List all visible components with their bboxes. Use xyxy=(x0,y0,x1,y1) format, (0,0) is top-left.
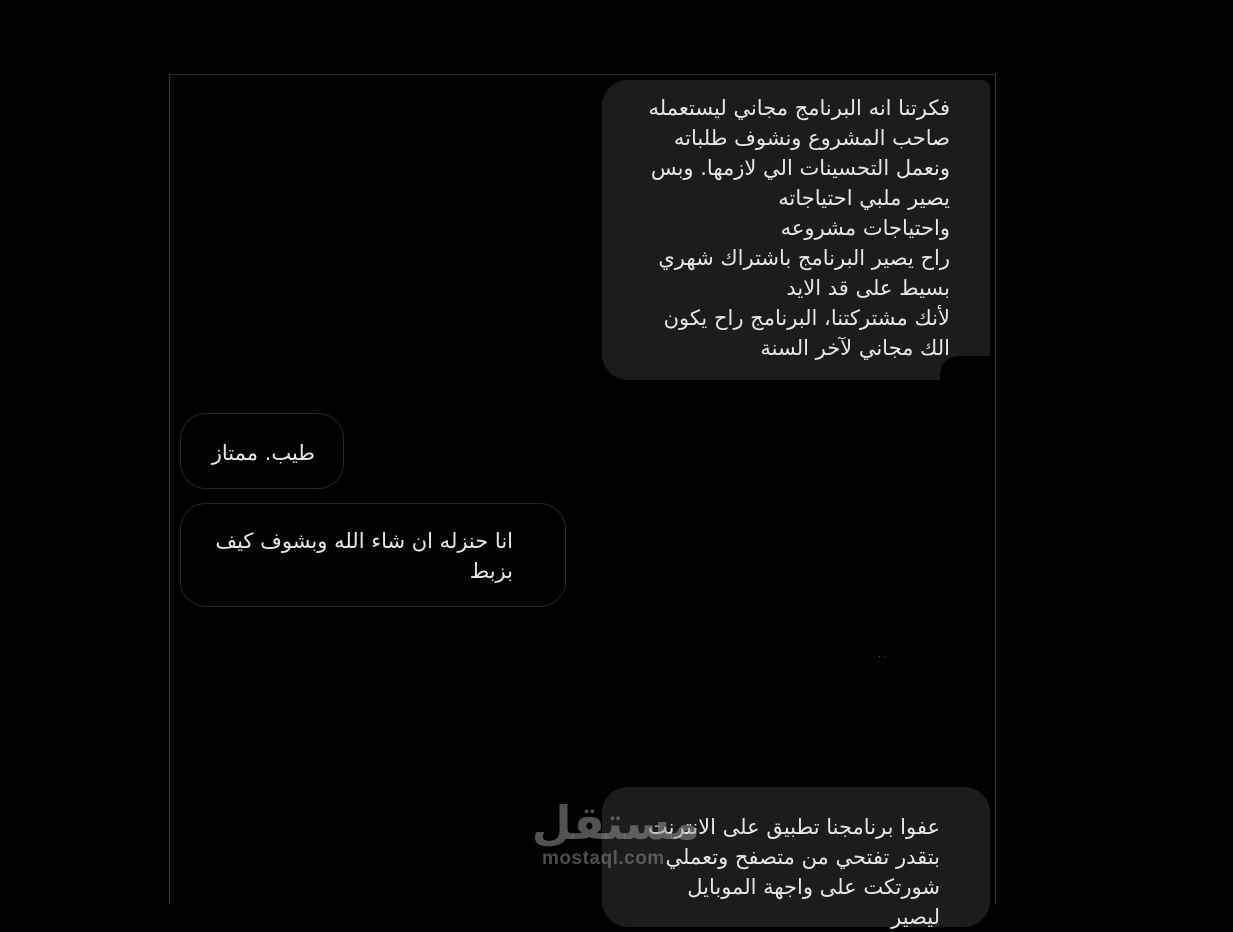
watermark-logo: مستقل xyxy=(531,796,700,850)
message-bubble-sent[interactable]: عفوا برنامجنا تطبيق على الانترنت بتقدر تفتحي من متصفح وتعملي شورتكت على واجهة الموبايل ليصير xyxy=(602,787,990,927)
typing-indicator-icon: ·· xyxy=(878,652,889,663)
watermark-site: mostaql.com xyxy=(542,848,665,869)
message-bubble-sent[interactable]: فكرتنا انه البرنامج مجاني ليستعمله صاحب المشروع ونشوف طلباته ونعمل التحسينات الي لازمها. وبس يصير ملبي احتياجاته واحتياجات مشروعه راح يصير البرنامج باشتراك شهري بسيط على قد الايد لأنك مشتركتنا، البرنامج راح يكون الك مجاني لآخر السنة xyxy=(602,80,990,380)
message-bubble-received[interactable]: طيب. ممتاز xyxy=(180,413,344,489)
message-bubble-received[interactable]: انا حنزله ان شاء الله وبشوف كيف بزبط xyxy=(180,503,566,607)
bubble-tail xyxy=(940,356,992,382)
